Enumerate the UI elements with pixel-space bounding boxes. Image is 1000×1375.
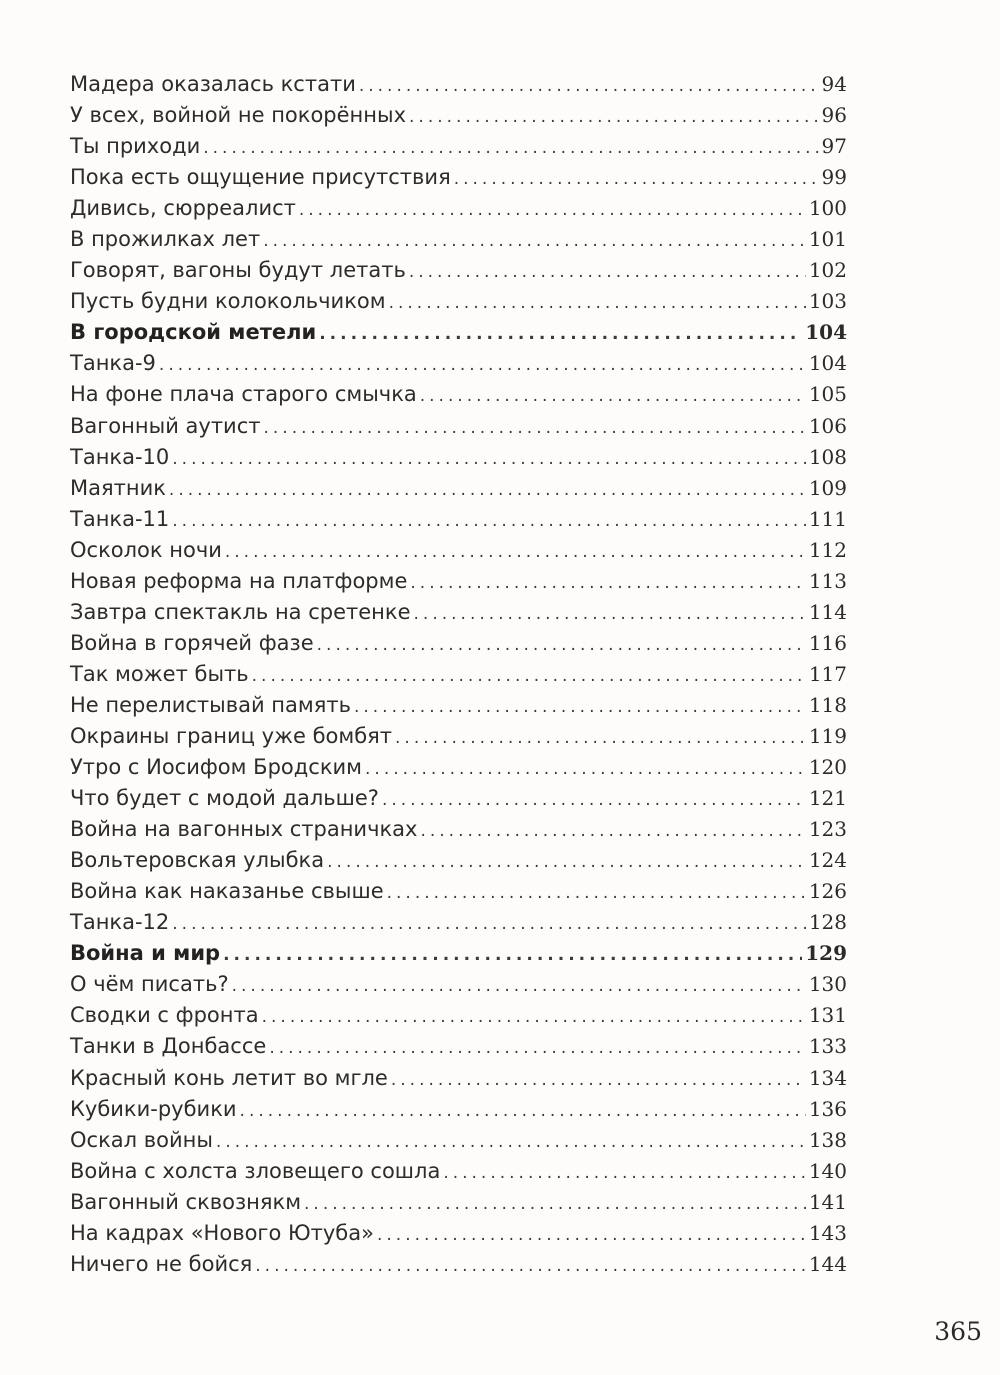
toc-entry-title: Пусть будни колокольчиком (70, 289, 386, 314)
toc-entry-page: 109 (808, 475, 847, 500)
toc-entry (70, 442, 847, 473)
dot-leader (216, 1127, 806, 1158)
toc-entry-title: Так может быть (70, 661, 249, 686)
toc-entry-title: Танка-10 (70, 444, 170, 469)
toc-entry-page: 133 (808, 1034, 847, 1059)
dot-leader (389, 288, 806, 319)
toc-entry-title: Ничего не бойся (70, 1251, 253, 1276)
toc-entry-page: 119 (808, 723, 847, 748)
toc-entry (70, 379, 847, 410)
dot-leader (262, 1002, 806, 1033)
toc-section-heading (70, 938, 847, 969)
dot-leader (263, 413, 805, 444)
toc-entry (70, 131, 847, 162)
toc-entry-page: 129 (805, 941, 847, 966)
toc-entry-title: Сводки с фронта (70, 1003, 259, 1028)
dot-leader (263, 226, 806, 257)
toc-entry-title: Завтра спектакль на сретенке (70, 599, 411, 624)
toc-entry-page: 104 (808, 351, 847, 376)
dot-leader (359, 71, 819, 102)
toc-entry (70, 1218, 847, 1249)
toc-entry-title: Утро с Иосифом Бродским (70, 755, 363, 780)
toc-entry (70, 566, 847, 597)
dot-leader (255, 1251, 806, 1282)
dot-leader (159, 350, 806, 381)
toc-entry (70, 752, 847, 783)
toc-entry-title: О чём писать? (70, 972, 229, 997)
toc-entry-title: Что будет с модой дальше? (70, 786, 379, 811)
toc-entry (70, 1063, 847, 1094)
dot-leader (319, 319, 802, 350)
toc-entry-page: 128 (808, 910, 847, 935)
toc-entry-title: Окраины границ уже бомбят (70, 723, 393, 748)
toc-entry (70, 286, 847, 317)
toc-entry (70, 473, 847, 504)
toc-entry-title: Война и мир (70, 941, 221, 966)
toc-entry-page: 113 (808, 568, 847, 593)
toc-entry-page: 120 (808, 755, 847, 780)
toc-entry (70, 1000, 847, 1031)
table-of-contents (70, 69, 847, 1280)
toc-entry-title: У всех, войной не покорённых (70, 103, 407, 128)
toc-entry (70, 193, 847, 224)
toc-entry-page: 101 (808, 227, 847, 252)
toc-entry (70, 535, 847, 566)
toc-entry (70, 1031, 847, 1062)
toc-entry-page: 134 (808, 1065, 847, 1090)
dot-leader (443, 1158, 806, 1189)
toc-entry-page: 118 (808, 692, 847, 717)
dot-leader (269, 1033, 806, 1064)
toc-entry (70, 1249, 847, 1280)
toc-entry-title: Вагонный сквознякм (70, 1189, 302, 1214)
dot-leader (410, 568, 805, 599)
toc-entry-page: 108 (808, 444, 847, 469)
toc-entry-title: Танка-12 (70, 910, 170, 935)
dot-leader (414, 599, 806, 630)
dot-leader (409, 102, 819, 133)
toc-entry-title: Ты приходи (70, 134, 201, 159)
toc-entry-page: 140 (808, 1158, 847, 1183)
toc-entry-page: 97 (821, 134, 847, 159)
toc-entry-title: На кадрах «Нового Ютуба» (70, 1220, 374, 1245)
toc-entry-page: 131 (808, 1003, 847, 1028)
toc-entry (70, 348, 847, 379)
toc-entry-title: Война на вагонных страничках (70, 817, 418, 842)
toc-entry-page: 141 (808, 1189, 847, 1214)
toc-entry (70, 659, 847, 690)
toc-entry (70, 1125, 847, 1156)
toc-entry-title: Война в горячей фазе (70, 630, 314, 655)
toc-entry-page: 121 (808, 786, 847, 811)
toc-entry (70, 597, 847, 628)
toc-entry-title: Говорят, вагоны будут летать (70, 258, 406, 283)
dot-leader (317, 630, 806, 661)
toc-entry-title: Вагонный аутист (70, 413, 261, 438)
toc-entry-page: 114 (808, 599, 847, 624)
toc-entry (70, 100, 847, 131)
dot-leader (304, 1189, 806, 1220)
toc-entry-title: Оскал войны (70, 1127, 213, 1152)
toc-entry (70, 255, 847, 286)
toc-entry (70, 907, 847, 938)
toc-entry-title: В прожилках лет (70, 227, 261, 252)
toc-entry-page: 130 (808, 972, 847, 997)
toc-entry-page: 112 (808, 537, 847, 562)
dot-leader (225, 537, 806, 568)
dot-leader (382, 785, 806, 816)
toc-entry-page: 117 (808, 661, 847, 686)
toc-entry-page: 106 (808, 413, 847, 438)
toc-entry-title: Кубики-рубики (70, 1096, 237, 1121)
toc-entry (70, 690, 847, 721)
dot-leader (172, 506, 806, 537)
dot-leader (327, 847, 806, 878)
dot-leader (299, 195, 806, 226)
toc-entry-title: Война с холста зловещего сошла (70, 1158, 441, 1183)
toc-entry-title: Вольтеровская улыбка (70, 848, 325, 873)
dot-leader (454, 164, 819, 195)
toc-entry-title: Маятник (70, 475, 166, 500)
toc-entry-page: 100 (808, 196, 847, 221)
toc-entry-title: Красный конь летит во мгле (70, 1065, 388, 1090)
toc-entry (70, 876, 847, 907)
dot-leader (387, 878, 806, 909)
toc-entry-page: 103 (808, 289, 847, 314)
toc-entry-title: Не перелистывай память (70, 692, 351, 717)
toc-entry-page: 99 (821, 165, 847, 190)
dot-leader (203, 133, 818, 164)
toc-entry (70, 628, 847, 659)
toc-entry-page: 116 (808, 630, 847, 655)
toc-entry-page: 143 (808, 1220, 847, 1245)
page-number: 365 (934, 1317, 982, 1346)
dot-leader (172, 909, 806, 940)
dot-leader (354, 692, 806, 723)
toc-entry (70, 845, 847, 876)
toc-entry-title: Война как наказанье свыше (70, 879, 384, 904)
toc-entry-page: 138 (808, 1127, 847, 1152)
toc-entry-title: Танка-9 (70, 351, 156, 376)
toc-entry (70, 1156, 847, 1187)
toc-entry-page: 111 (808, 506, 847, 531)
toc-entry-title: Танка-11 (70, 506, 170, 531)
toc-entry-title: На фоне плача старого смычка (70, 382, 417, 407)
toc-entry (70, 814, 847, 845)
dot-leader (252, 661, 806, 692)
toc-entry (70, 224, 847, 255)
toc-entry-title: Дивись, сюрреалист (70, 196, 296, 221)
toc-entry-title: Мадера оказалась кстати (70, 72, 356, 96)
dot-leader (172, 444, 806, 475)
dot-leader (420, 381, 806, 412)
dot-leader (169, 475, 806, 506)
toc-entry (70, 1094, 847, 1125)
toc-entry-title: Танки в Донбассе (70, 1034, 267, 1059)
dot-leader (409, 257, 806, 288)
toc-entry (70, 783, 847, 814)
dot-leader (420, 816, 805, 847)
toc-entry (70, 1187, 847, 1218)
toc-entry (70, 969, 847, 1000)
toc-entry-page: 102 (808, 258, 847, 283)
toc-entry (70, 411, 847, 442)
toc-entry-title: Пока есть ощущение присутствия (70, 165, 451, 190)
dot-leader (391, 1065, 806, 1096)
toc-entry-title: Осколок ночи (70, 537, 222, 562)
toc-entry-page: 124 (808, 848, 847, 873)
toc-entry-page: 94 (821, 72, 847, 96)
toc-entry-page: 123 (808, 817, 847, 842)
dot-leader (365, 754, 806, 785)
toc-entry-page: 96 (821, 103, 847, 128)
toc-entry-page: 144 (808, 1251, 847, 1276)
dot-leader (232, 971, 806, 1002)
toc-entry (70, 69, 847, 100)
toc-entry-title: Новая реформа на платформе (70, 568, 408, 593)
toc-entry (70, 504, 847, 535)
toc-entry-page: 136 (808, 1096, 847, 1121)
toc-entry (70, 162, 847, 193)
dot-leader (395, 723, 806, 754)
dot-leader (223, 940, 802, 971)
toc-entry (70, 721, 847, 752)
toc-entry-page: 104 (805, 320, 847, 345)
toc-entry-page: 105 (808, 382, 847, 407)
toc-section-heading (70, 317, 847, 348)
dot-leader (240, 1096, 806, 1127)
toc-entry-title: В городской метели (70, 320, 317, 345)
dot-leader (377, 1220, 806, 1251)
toc-entry-page: 126 (808, 879, 847, 904)
